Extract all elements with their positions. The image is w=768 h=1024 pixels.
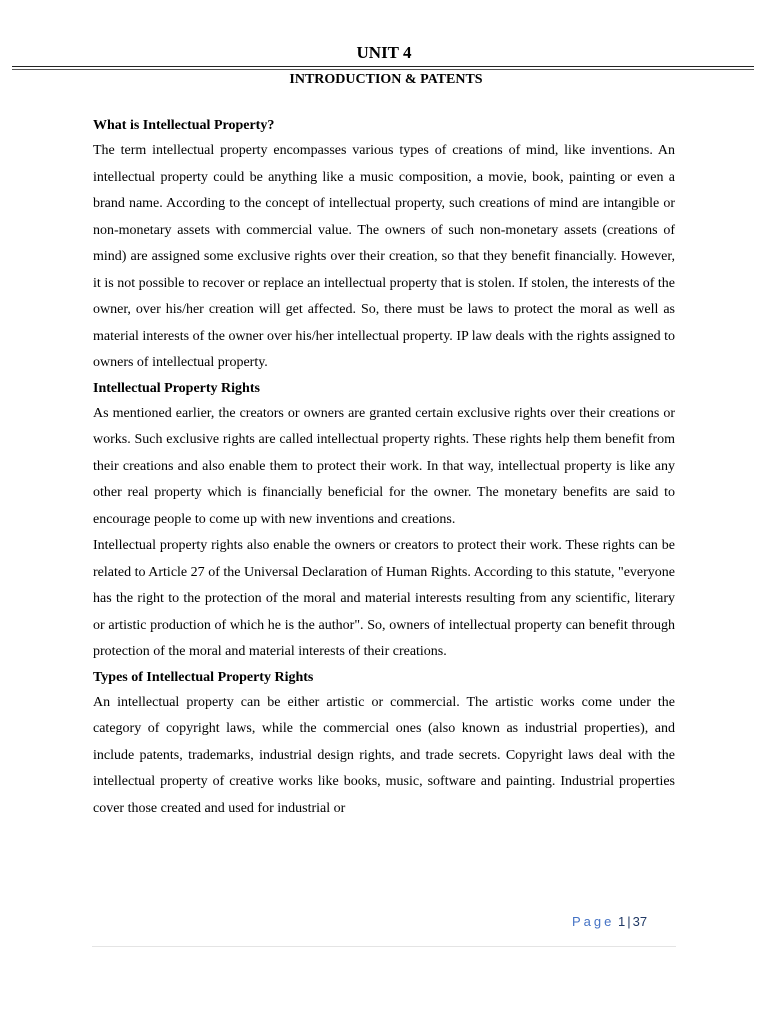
section-ip-rights bbox=[93, 379, 675, 666]
document-body bbox=[93, 116, 675, 824]
header-rule-secondary bbox=[12, 69, 754, 70]
page-label: Page bbox=[572, 914, 615, 929]
chapter-subtitle: INTRODUCTION & PATENTS bbox=[289, 72, 483, 87]
section-heading: What is Intellectual Property? bbox=[93, 118, 275, 133]
total-pages: 37 bbox=[632, 914, 648, 929]
header-rule bbox=[12, 66, 754, 67]
unit-title: UNIT 4 bbox=[356, 43, 412, 62]
body-paragraph: The term intellectual property encompasses various types of creations of mind, like inventions. An intellectual property could be anything like a music composition, a movie, book, painting or even a brand name. According to the concept of intellectual property, such creations of mind are intangible or non-monetary assets with commercial value. The owners of such non-monetary assets (creations of mind) are assigned some exclusive rights over their creation, so that they benefit financially. However, it is not possible to recover or replace an intellectual property that is stolen. If stolen, the interests of the owner, over his/her creation will get affected. So, there must be laws to protect the moral as well as material interests of the owner over his/her intellectual property. IP law deals with the rights assigned to owners of intellectual property. bbox=[93, 143, 675, 370]
section-heading: Types of Intellectual Property Rights bbox=[93, 669, 314, 685]
section-heading: Intellectual Property Rights bbox=[93, 380, 260, 396]
body-paragraph: Intellectual property rights also enable the owners or creators to protect their work. These rights can be related to Article 27 of the Universal Declaration of Human Rights. According to this statute, "everyone has the right to the protection of the moral and material interests resulting from any scientific, literary or artistic production of which he is the author". So, owners of intellectual property can benefit through protection of the moral and material interests of their creations. bbox=[93, 538, 675, 659]
section-what-is-ip bbox=[93, 116, 675, 377]
footer-rule bbox=[92, 946, 676, 947]
page-separator: | bbox=[627, 914, 631, 929]
page-number-footer bbox=[572, 913, 692, 931]
body-paragraph: An intellectual property can be either artistic or commercial. The artistic works come under the category of copyright laws, while the commercial ones (also known as industrial properties), and include patents, trademarks, industrial design rights, and trade secrets. Copyright laws deal with the intellectual property of creative works like books, music, software and painting. Industrial properties cover those created and used for industrial or bbox=[93, 694, 675, 816]
page-number: 1 bbox=[618, 914, 626, 929]
body-paragraph: As mentioned earlier, the creators or owners are granted certain exclusive rights over their creations or works. Such exclusive rights are called intellectual property rights. These rights help them benefit from their creations and also enable them to protect their work. In that way, intellectual property is like any other real property which is financially beneficial for the owner. The monetary benefits are said to encourage people to come up with new inventions and creations. bbox=[93, 405, 675, 527]
section-types-of-ip-rights bbox=[93, 668, 675, 823]
